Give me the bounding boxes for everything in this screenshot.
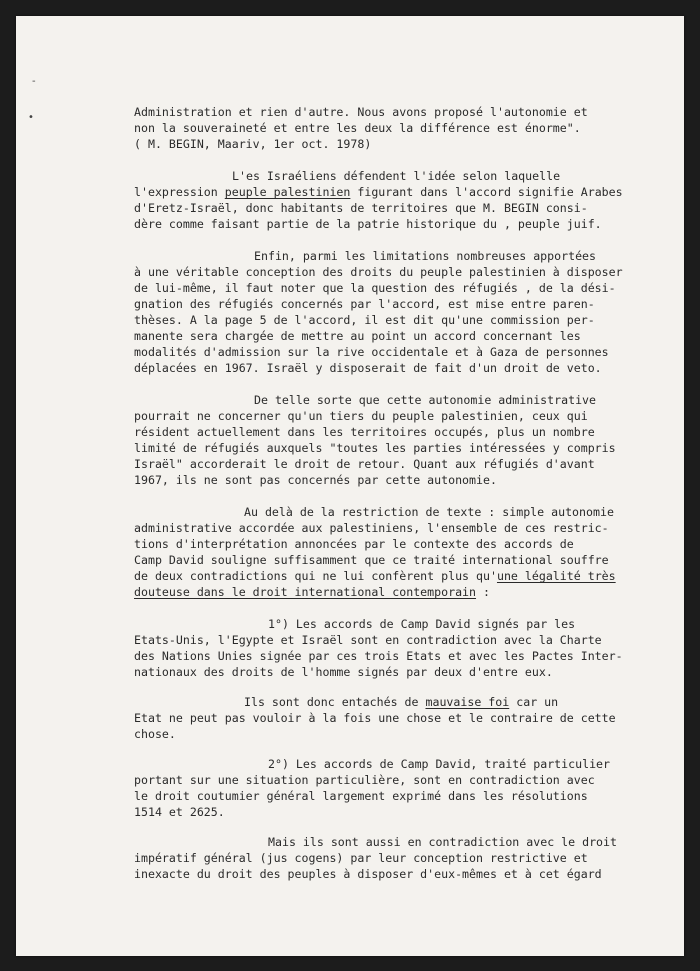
underlined-text: douteuse dans le droit international contemporain xyxy=(134,585,477,599)
text-segment: Israël" accorderait le droit de retour. Quant aux réfugiés d'avant xyxy=(134,457,595,471)
text-segment: administrative accordée aux palestiniens, l'ensemble de ces restric- xyxy=(134,521,609,535)
underlined-text: peuple palestinien xyxy=(224,185,351,199)
text-segment: dère comme faisant partie de la patrie historique du , peuple juif. xyxy=(134,217,602,231)
paragraph-5 xyxy=(134,504,634,600)
text-segment: non la souveraineté et entre les deux la différence est énorme". xyxy=(134,121,581,135)
text-segment: d'Eretz-Israël, donc habitants de territoires que M. BEGIN consi- xyxy=(134,201,588,215)
paragraph-6 xyxy=(134,616,634,680)
text-segment: portant sur une situation particulière, sont en contradiction avec xyxy=(134,773,595,787)
text-segment: 1967, ils ne sont pas concernés par cette autonomie. xyxy=(134,473,497,487)
paragraph-3 xyxy=(134,248,634,376)
paragraph-8 xyxy=(134,756,634,820)
text-segment: limité de réfugiés auxquels "toutes les parties intéressées y compris xyxy=(134,441,616,455)
text-segment: : xyxy=(476,585,490,599)
text-segment: 1°) Les accords de Camp David signés par les xyxy=(268,617,576,631)
text-segment: le droit coutumier général largement exprimé dans les résolutions xyxy=(134,789,588,803)
paragraph-7 xyxy=(134,694,634,742)
text-segment: Enfin, parmi les limitations nombreuses apportées xyxy=(254,249,597,263)
text-segment: thèses. A la page 5 de l'accord, il est dit qu'une commission per- xyxy=(134,313,595,327)
text-segment: Camp David souligne suffisamment que ce traité international souffre xyxy=(134,553,609,567)
text-segment: l'expression xyxy=(134,185,225,199)
text-segment: nationaux des droits de l'homme signés par deux d'entre eux. xyxy=(134,665,553,679)
text-segment: résident actuellement dans les territoires occupés, plus un nombre xyxy=(134,425,595,439)
text-segment: ( M. BEGIN, Maariv, 1er oct. 1978) xyxy=(134,137,372,151)
typed-text-body xyxy=(134,104,634,882)
paragraph-2 xyxy=(134,168,634,232)
text-segment: Mais ils sont aussi en contradiction avec le droit xyxy=(268,835,618,849)
text-segment: 2°) Les accords de Camp David, traité particulier xyxy=(268,757,611,771)
text-segment: à une véritable conception des droits du peuple palestinien à disposer xyxy=(134,265,623,279)
text-segment: chose. xyxy=(134,727,176,741)
text-segment: Ils sont donc entachés de xyxy=(244,695,426,709)
paragraph-4 xyxy=(134,392,634,488)
underlined-text: une légalité très xyxy=(496,569,616,583)
text-segment: déplacées en 1967. Israël y disposerait de fait d'un droit de veto. xyxy=(134,361,602,375)
text-segment: car un xyxy=(509,695,559,709)
text-segment: de deux contradictions qui ne lui confèrent plus qu' xyxy=(134,569,497,583)
text-segment: Etats-Unis, l'Egypte et Israël sont en contradiction avec la Charte xyxy=(134,633,602,647)
text-segment: De telle sorte que cette autonomie administrative xyxy=(254,393,597,407)
text-segment: gnation des réfugiés concernés par l'accord, est mise entre paren- xyxy=(134,297,595,311)
text-segment: Administration et rien d'autre. Nous avons proposé l'autonomie et xyxy=(134,105,588,119)
paper-page xyxy=(16,16,684,956)
underlined-text: mauvaise foi xyxy=(425,695,510,709)
text-segment: L'es Israéliens défendent l'idée selon laquelle xyxy=(232,169,561,183)
text-segment: manente sera chargée de mettre au point un accord concernant les xyxy=(134,329,581,343)
margin-mark: - xyxy=(32,76,36,87)
text-segment: Au delà de la restriction de texte : simple autonomie xyxy=(244,505,614,519)
text-segment: inexacte du droit des peuples à disposer d'eux-mêmes et à cet égard xyxy=(134,867,602,881)
paragraph-1 xyxy=(134,104,634,152)
text-segment: tions d'interprétation annoncées par le contexte des accords de xyxy=(134,537,574,551)
punch-mark: • xyxy=(28,112,34,123)
text-segment: figurant dans l'accord signifie Arabes xyxy=(350,185,623,199)
text-segment: 1514 et 2625. xyxy=(134,805,225,819)
text-segment: pourrait ne concerner qu'un tiers du peuple palestinien, ceux qui xyxy=(134,409,588,423)
text-segment: de lui-même, il faut noter que la question des réfugiés , de la dési- xyxy=(134,281,616,295)
text-segment: Etat ne peut pas vouloir à la fois une chose et le contraire de cette xyxy=(134,711,616,725)
text-segment: impératif général (jus cogens) par leur conception restrictive et xyxy=(134,851,588,865)
text-segment: modalités d'admission sur la rive occidentale et à Gaza de personnes xyxy=(134,345,609,359)
paragraph-9 xyxy=(134,834,634,882)
text-segment: des Nations Unies signée par ces trois Etats et avec les Pactes Inter- xyxy=(134,649,623,663)
